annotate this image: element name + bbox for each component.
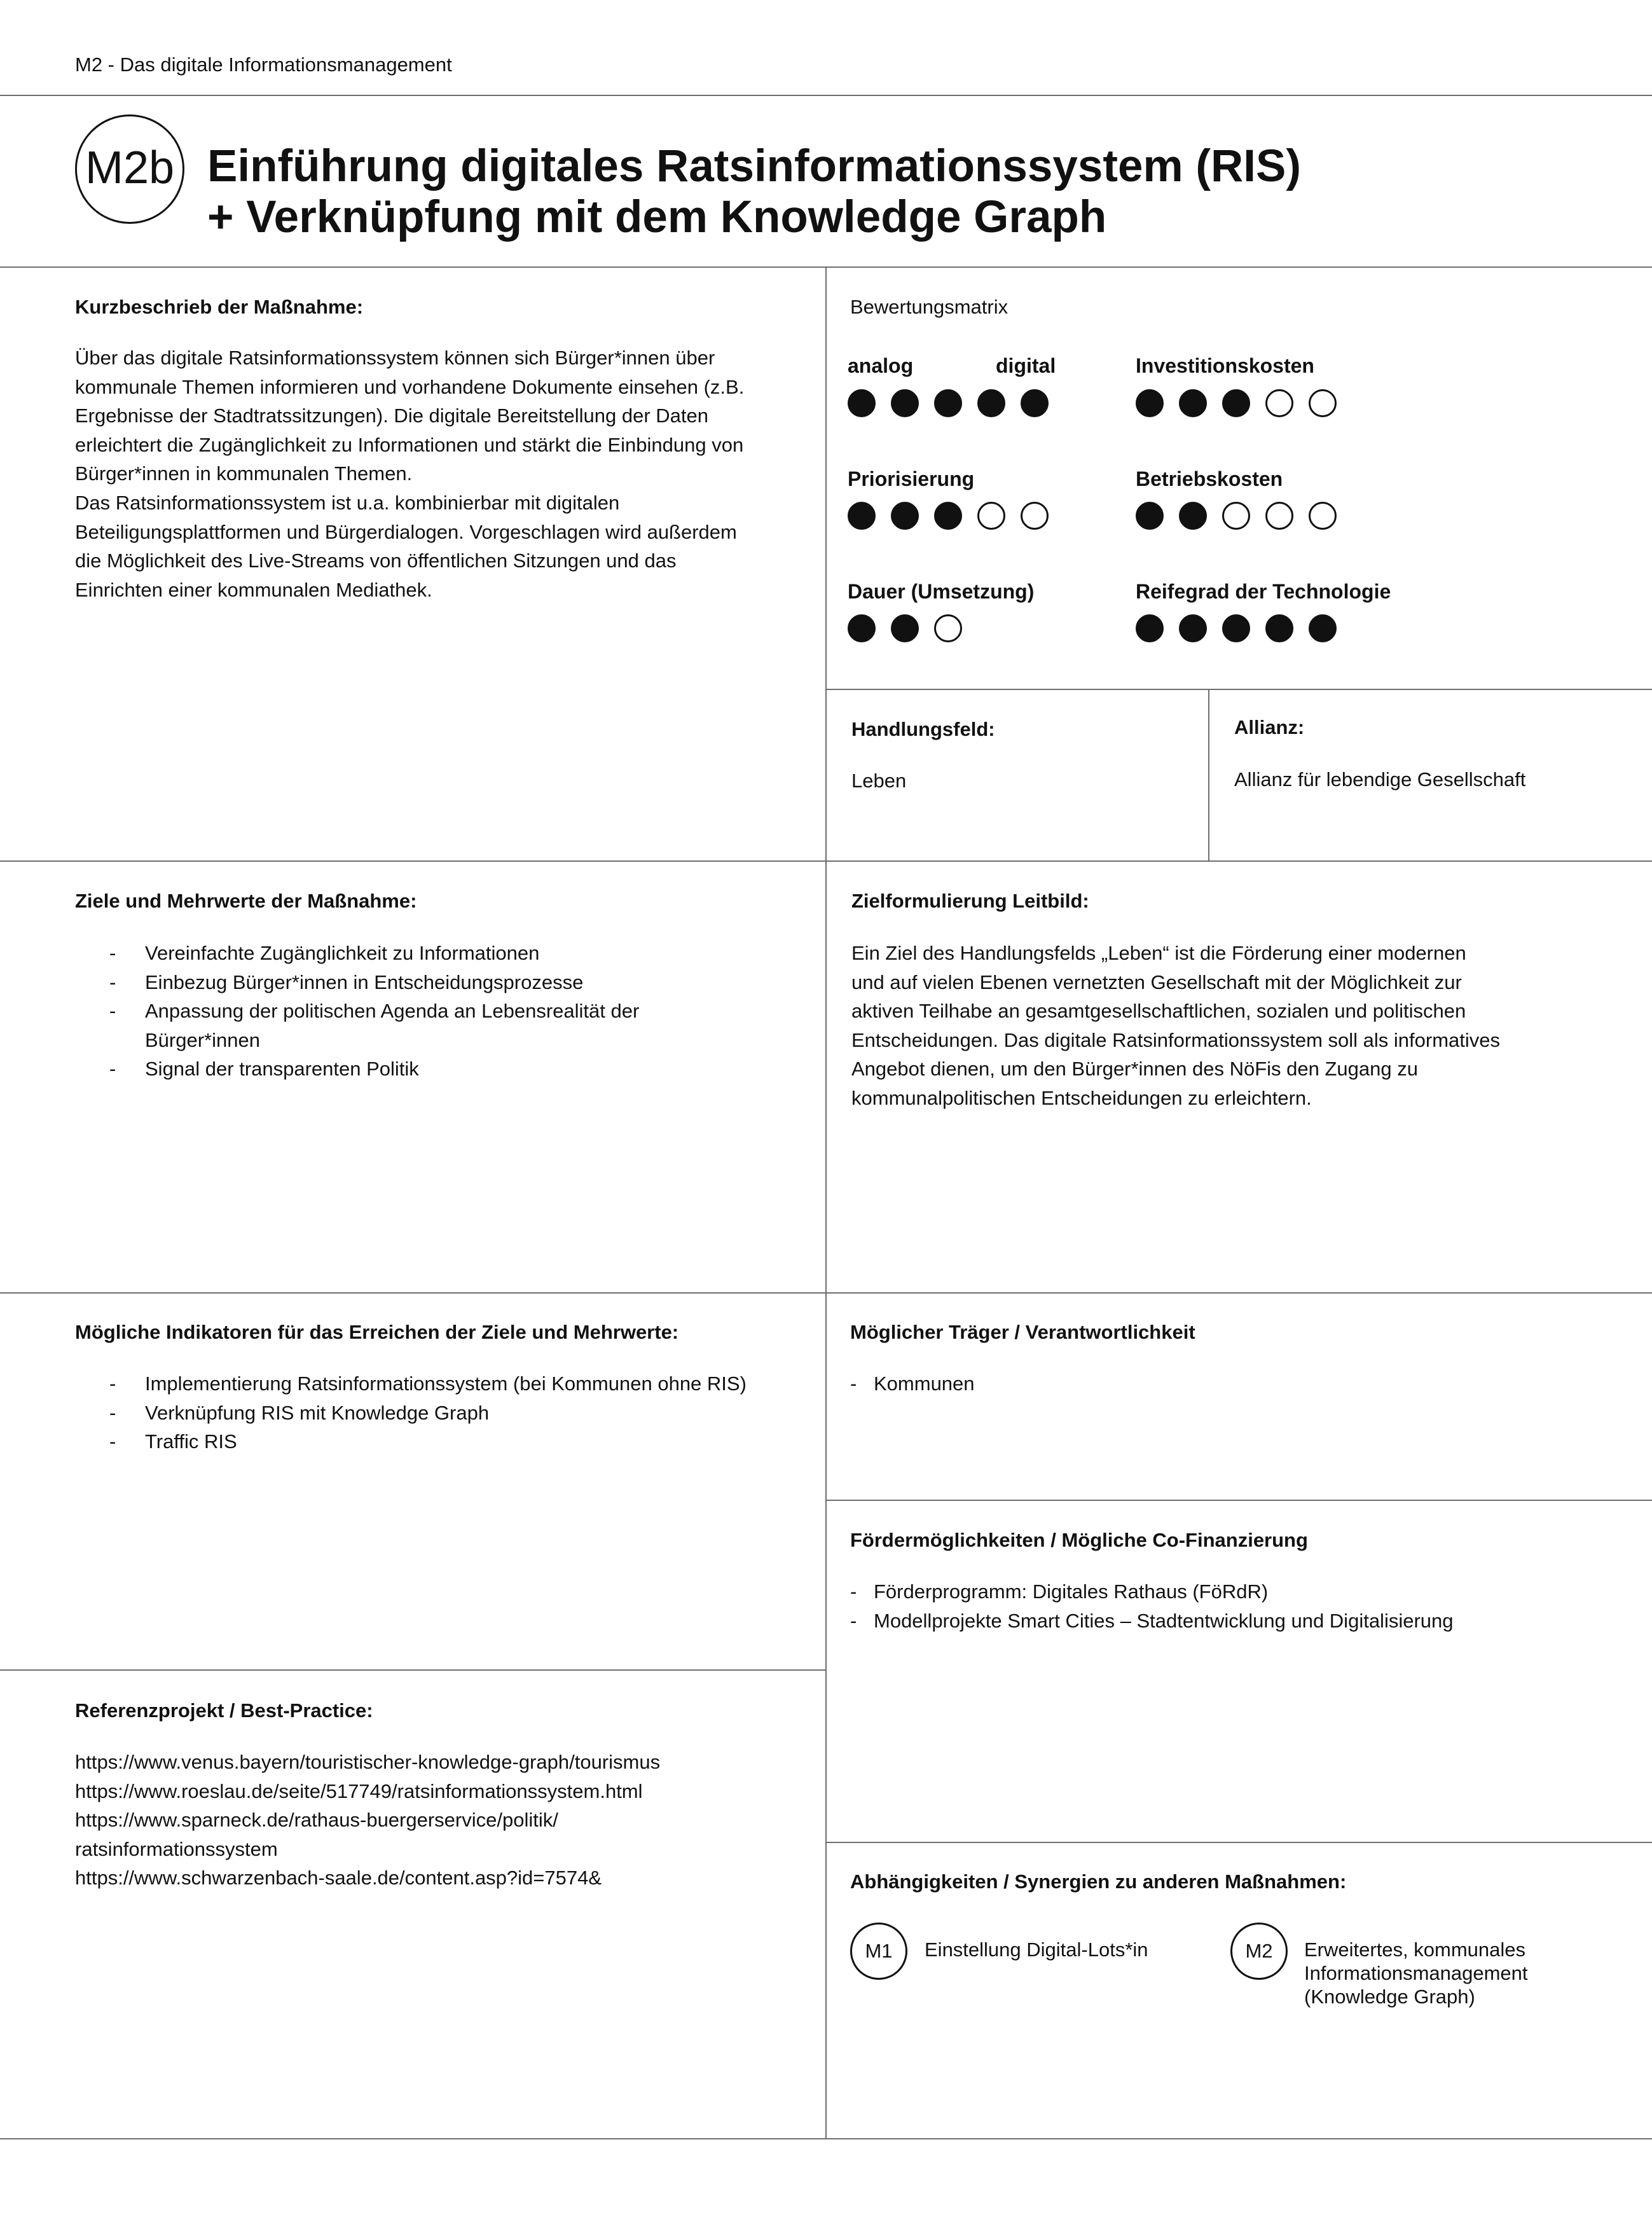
- rating-label-investitionskosten: Investitionskosten: [1136, 354, 1314, 377]
- dependency-line: (Knowledge Graph): [1304, 1986, 1475, 2008]
- referenz-heading: Referenzprojekt / Best-Practice:: [75, 1699, 373, 1722]
- list-item: - Vereinfachte Zugänglichkeit zu Informationen: [109, 939, 745, 968]
- divider-row-3: [0, 1292, 1652, 1294]
- kurzbeschrieb-text: [75, 343, 744, 604]
- rating-label-betriebskosten: Betriebskosten: [1136, 467, 1283, 490]
- foerder-list: [850, 1577, 1639, 1635]
- kurzbeschrieb-line: Das Ratsinformationssystem ist u.a. kombinierbar mit digitalen: [75, 491, 620, 514]
- leitbild-line: Entscheidungen. Das digitale Ratsinformationssystem soll als informatives: [851, 1028, 1501, 1051]
- dependency-line: Informationsmanagement: [1304, 1962, 1528, 1984]
- running-header: M2 - Das digitale Informationsmanagement: [75, 53, 452, 76]
- divider-bewertung-bottom: [825, 689, 1652, 690]
- indikatoren-heading: Mögliche Indikatoren für das Erreichen der Ziele und Mehrwerte:: [75, 1321, 679, 1343]
- measure-code: M2b: [85, 142, 175, 193]
- list-item: - Traffic RIS: [109, 1427, 809, 1456]
- scale-label-digital: digital: [996, 354, 1056, 377]
- leitbild-text: [851, 939, 1500, 1113]
- allianz-heading: Allianz:: [1234, 716, 1305, 738]
- rating-dot-filled: [1021, 389, 1049, 417]
- rating-dots-investitionskosten: [1136, 389, 1352, 420]
- divider-row-2: [0, 860, 1652, 862]
- kurzbeschrieb-line: erleichtert die Zugänglichkeit zu Informationen und stärkt die Einbindung von: [75, 433, 744, 456]
- rating-dot-filled: [848, 389, 876, 417]
- kurzbeschrieb-line: Über das digitale Ratsinformationssystem können sich Bürger*innen über: [75, 347, 715, 369]
- divider-handlungsfeld-allianz: [1208, 689, 1209, 861]
- rating-dot-filled: [1136, 389, 1164, 417]
- reference-link[interactable]: https://www.sparneck.de/rathaus-buergerservice/politik/: [75, 1809, 558, 1832]
- rating-dot-filled: [1222, 614, 1250, 642]
- rating-dot-filled: [1179, 614, 1207, 642]
- page-title-line-1: Einführung digitales Ratsinformationssystem (RIS): [207, 141, 1301, 191]
- rating-dot-filled: [934, 502, 962, 530]
- rating-dots-dauer: [848, 614, 977, 645]
- list-item: - Förderprogramm: Digitales Rathaus (FöRdR): [850, 1577, 1639, 1606]
- rating-dot-empty: [1265, 502, 1293, 530]
- rating-dot-empty: [977, 502, 1005, 530]
- reference-link[interactable]: https://www.venus.bayern/touristischer-knowledge-graph/tourismus: [75, 1751, 661, 1773]
- rating-dot-empty: [1222, 502, 1250, 530]
- page-title-line-2: + Verknüpfung mit dem Knowledge Graph: [207, 192, 1107, 242]
- divider-main-vertical: [825, 266, 827, 2139]
- rating-dot-filled: [848, 614, 876, 642]
- rating-dot-filled: [891, 389, 919, 417]
- traeger-list: [850, 1369, 1613, 1399]
- rating-dot-filled: [977, 389, 1005, 417]
- list-item: - Anpassung der politischen Agenda an Lebensrealität der Bürger*innen: [109, 997, 730, 1054]
- list-item: - Einbezug Bürger*innen in Entscheidungsprozesse: [109, 968, 745, 997]
- page-title: [207, 141, 1301, 243]
- list-item: - Modellprojekte Smart Cities – Stadtentwicklung und Digitalisierung: [850, 1606, 1639, 1636]
- dependency-badge-m1: M1: [850, 1923, 907, 1980]
- indikatoren-list: [109, 1369, 809, 1456]
- rating-dot-filled: [1136, 502, 1164, 530]
- list-item: - Kommunen: [850, 1369, 1613, 1399]
- reference-link[interactable]: ratsinformationssystem: [75, 1837, 278, 1860]
- referenz-links: [75, 1748, 660, 1893]
- rating-dot-empty: [1265, 389, 1293, 417]
- leitbild-line: und auf vielen Ebenen vernetzten Gesellschaft mit der Möglichkeit zur: [851, 970, 1462, 993]
- rating-dots-digitalisierung: [848, 389, 1064, 420]
- rating-dot-empty: [1309, 389, 1337, 417]
- rating-dot-filled: [891, 502, 919, 530]
- rating-dot-filled: [848, 502, 876, 530]
- rating-dot-filled: [1222, 389, 1250, 417]
- reference-link[interactable]: https://www.roeslau.de/seite/517749/ratsinformationssystem.html: [75, 1779, 643, 1802]
- divider-footer: [0, 2138, 1652, 2139]
- divider-header: [0, 95, 1652, 96]
- leitbild-line: kommunalpolitischen Entscheidungen zu erleichtern.: [851, 1086, 1312, 1109]
- rating-label-dauer: Dauer (Umsetzung): [848, 580, 1035, 603]
- rating-dot-filled: [1179, 502, 1207, 530]
- leitbild-line: Angebot dienen, um den Bürger*innen des NöFis den Zugang zu: [851, 1058, 1418, 1081]
- dependency-line: Erweitertes, kommunales: [1304, 1938, 1526, 1961]
- kurzbeschrieb-line: Ergebnisse der Stadtratssitzungen). Die digitale Bereitstellung der Daten: [75, 404, 708, 427]
- kurzbeschrieb-line: Beteiligungsplattformen und Bürgerdialogen. Vorgeschlagen wird außerdem: [75, 520, 737, 543]
- leitbild-line: aktiven Teilhabe an gesamtgesellschaftlichen, sozialen und politischen: [851, 1000, 1466, 1023]
- divider-traeger-bottom: [825, 1500, 1652, 1501]
- ziele-heading: Ziele und Mehrwerte der Maßnahme:: [75, 890, 417, 912]
- rating-dots-reifegrad: [1136, 614, 1352, 645]
- rating-dot-empty: [934, 614, 962, 642]
- kurzbeschrieb-line: die Möglichkeit des Live-Streams von öffentlichen Sitzungen und das: [75, 549, 677, 572]
- dependency-text-m1: [925, 1938, 1148, 1961]
- kurzbeschrieb-line: kommunale Themen informieren und vorhandene Dokumente einsehen (z.B.: [75, 375, 745, 398]
- rating-dot-filled: [934, 389, 962, 417]
- abhaengigkeiten-heading: Abhängigkeiten / Synergien zu anderen Maßnahmen:: [850, 1870, 1347, 1893]
- dependency-line: Einstellung Digital-Lots*in: [925, 1938, 1148, 1961]
- measure-code-badge: [75, 114, 184, 224]
- kurzbeschrieb-heading: Kurzbeschrieb der Maßnahme:: [75, 296, 364, 318]
- rating-dot-filled: [891, 614, 919, 642]
- kurzbeschrieb-line: Bürger*innen in kommunalen Themen.: [75, 462, 413, 485]
- rating-dot-filled: [1265, 614, 1293, 642]
- ziele-list: [109, 939, 745, 1084]
- dependency-badge-m2: M2: [1230, 1923, 1288, 1980]
- traeger-heading: Möglicher Träger / Verantwortlichkeit: [850, 1321, 1195, 1343]
- scale-label-analog: analog: [848, 354, 914, 377]
- bewertung-heading: Bewertungsmatrix: [850, 296, 1008, 318]
- rating-label-reifegrad: Reifegrad der Technologie: [1136, 580, 1391, 603]
- list-item: - Implementierung Ratsinformationssystem (bei Kommunen ohne RIS): [109, 1369, 809, 1399]
- rating-dot-empty: [1309, 502, 1337, 530]
- leitbild-heading: Zielformulierung Leitbild:: [851, 890, 1089, 912]
- dependency-text-m2: [1304, 1938, 1528, 2008]
- handlungsfeld-value: Leben: [851, 770, 907, 792]
- rating-dot-filled: [1309, 614, 1337, 642]
- list-item: - Verknüpfung RIS mit Knowledge Graph: [109, 1399, 809, 1428]
- divider-indikatoren-bottom: [0, 1669, 826, 1671]
- rating-dots-betriebskosten: [1136, 502, 1352, 532]
- handlungsfeld-heading: Handlungsfeld:: [851, 718, 995, 740]
- rating-dots-priorisierung: [848, 502, 1064, 532]
- kurzbeschrieb-line: Einrichten einer kommunalen Mediathek.: [75, 578, 432, 601]
- reference-link[interactable]: https://www.schwarzenbach-saale.de/content.asp?id=7574&: [75, 1867, 602, 1889]
- allianz-value: Allianz für lebendige Gesellschaft: [1234, 768, 1526, 791]
- rating-dot-filled: [1179, 389, 1207, 417]
- rating-dot-filled: [1136, 614, 1164, 642]
- rating-label-priorisierung: Priorisierung: [848, 467, 975, 490]
- rating-dot-empty: [1021, 502, 1049, 530]
- foerder-heading: Fördermöglichkeiten / Mögliche Co-Finanzierung: [850, 1529, 1308, 1551]
- divider-foerder-bottom: [825, 1842, 1652, 1843]
- leitbild-line: Ein Ziel des Handlungsfelds „Leben“ ist die Förderung einer modernen: [851, 942, 1466, 964]
- list-item: - Signal der transparenten Politik: [109, 1054, 745, 1084]
